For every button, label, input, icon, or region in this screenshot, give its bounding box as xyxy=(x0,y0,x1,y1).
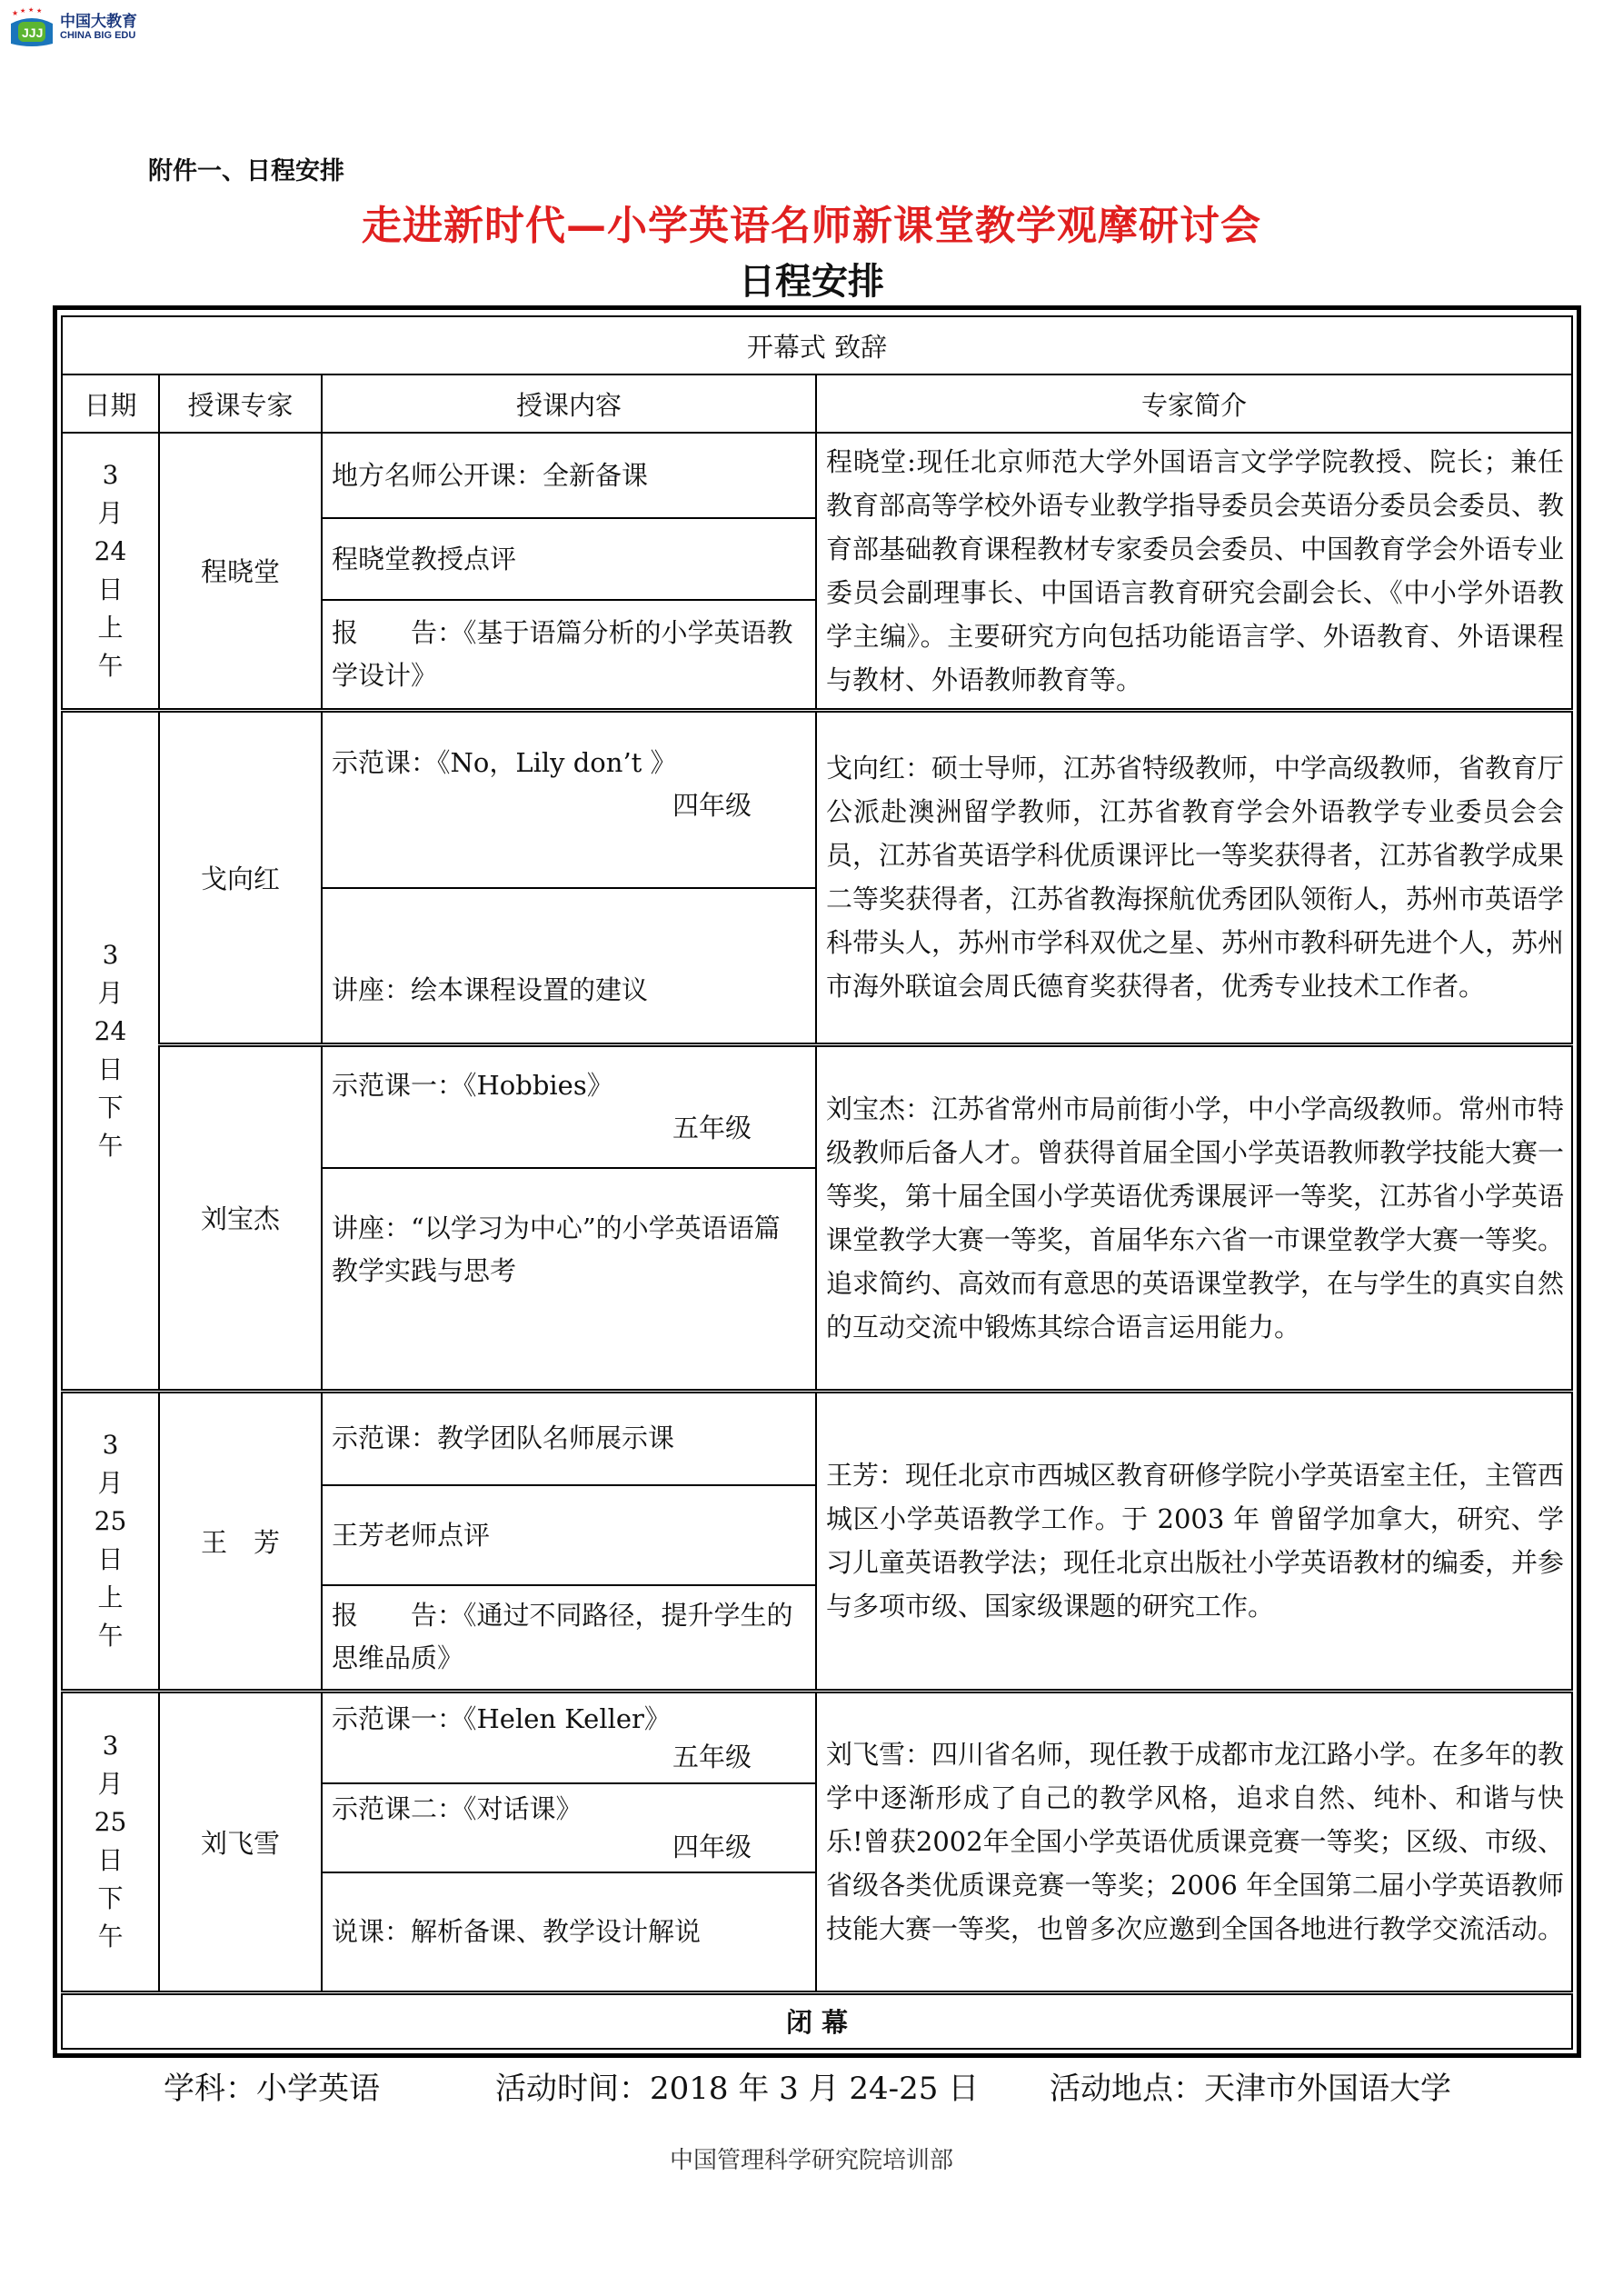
footer-place: 活动地点：天津市外国语大学 xyxy=(1050,2071,1451,2107)
content-item: 讲座：“以学习为中心”的小学英语语篇教学实践与思考 xyxy=(322,1168,816,1391)
svg-text:★: ★ xyxy=(28,7,35,14)
col-header-expert: 授课专家 xyxy=(159,374,322,433)
schedule-table xyxy=(61,315,1573,2050)
footer-time: 活动时间：2018 年 3 月 24-25 日 xyxy=(495,2071,980,2107)
opening-row xyxy=(62,316,1572,374)
expert-name: 刘飞雪 xyxy=(159,1691,322,1992)
expert-name: 刘宝杰 xyxy=(159,1044,322,1391)
logo-en-text: CHINA BIG EDU xyxy=(60,30,136,42)
attachment-label: 附件一、日程安排 xyxy=(148,157,344,185)
expert-intro: 程晓堂:现任北京师范大学外国语言文学学院教授、院长；兼任教育部高等学校外语专业教学指导委员会英语分委员会委员、教育部基础教育课程教材专家委员会委员、中国教育学会外语专业委员会副理事长、中国语言教育研究会副会长、《中小学外语教学主编》。主要研究方向包括功能语言学、外语教育、外语课程与教材、外语教师教育等。 xyxy=(816,433,1572,710)
svg-text:★: ★ xyxy=(12,9,19,17)
content-item: 示范课：《No，Lily don’t 》 四年级 xyxy=(322,710,816,888)
content-item: 示范课一：《Helen Keller》 五年级 xyxy=(322,1691,816,1783)
date-cell: 3 月 24 日 上 午 xyxy=(62,433,159,710)
date-cell: 3 月 24 日 下 午 xyxy=(62,710,159,1391)
content-item: 示范课：教学团队名师展示课 xyxy=(322,1391,816,1485)
expert-intro: 王芳：现任北京市西城区教育研修学院小学英语室主任，主管西城区小学英语教学工作。于 2003 年 曾留学加拿大，研究、学习儿童英语教学法；现任北京出版社小学英语教材的编委，并参与多项市级、国家级课题的研究工作。 xyxy=(816,1391,1572,1691)
content-item: 示范课二：《对话课》 四年级 xyxy=(322,1783,816,1872)
logo-icon xyxy=(9,7,55,47)
logo-cn-text: 中国大教育 xyxy=(60,12,137,31)
table-row xyxy=(62,1044,1572,1168)
content-item: 讲座：绘本课程设置的建议 xyxy=(322,888,816,1044)
content-item: 说课：解析备课、教学设计解说 xyxy=(322,1872,816,1992)
svg-text:★: ★ xyxy=(36,7,43,15)
grade-label: 五年级 xyxy=(672,1741,752,1772)
col-header-intro: 专家简介 xyxy=(816,374,1572,433)
date-cell: 3 月 25 日 下 午 xyxy=(62,1691,159,1992)
footer-subject: 学科：小学英语 xyxy=(164,2071,380,2107)
expert-intro: 刘飞雪：四川省名师，现任教于成都市龙江路小学。在多年的教学中逐渐形成了自己的教学风格，追求自然、纯朴、和谐与快乐!曾获2002年全国小学英语优质课竞赛一等奖；区级、市级、省级各类优质课竞赛一等奖；2006 年全国第二届小学英语教师技能大赛一等奖，也曾多次应邀到全国各地进行教学交流活动。 xyxy=(816,1691,1572,1992)
content-item: 报 告：《通过不同路径，提升学生的思维品质》 xyxy=(322,1585,816,1691)
expert-intro: 刘宝杰：江苏省常州市局前街小学，中小学高级教师。常州市特级教师后备人才。曾获得首届全国小学英语教师教学技能大赛一等奖，第十届全国小学英语优秀课展评一等奖，江苏省小学英语课堂教学大赛一等奖，首届华东六省一市课堂教学大赛一等奖。追求简约、高效而有意思的英语课堂教学，在与学生的真实自然的互动交流中锻炼其综合语言运用能力。 xyxy=(816,1044,1572,1391)
brand-logo xyxy=(9,7,137,47)
footer-credit: 中国管理科学研究院培训部 xyxy=(669,2147,953,2174)
expert-name: 王 芳 xyxy=(159,1391,322,1691)
col-header-content: 授课内容 xyxy=(322,374,816,433)
table-row xyxy=(62,433,1572,518)
page-title: 走进新时代—小学英语名师新课堂教学观摩研讨会 xyxy=(362,203,1261,249)
col-header-date: 日期 xyxy=(62,374,159,433)
expert-name: 程晓堂 xyxy=(159,433,322,710)
grade-label: 四年级 xyxy=(672,1832,752,1862)
content-item: 地方名师公开课：全新备课 xyxy=(322,433,816,518)
expert-name: 戈向红 xyxy=(159,710,322,1044)
grade-label: 四年级 xyxy=(672,789,752,821)
content-item: 王芳老师点评 xyxy=(322,1485,816,1585)
table-row xyxy=(62,710,1572,888)
page-subtitle: 日程安排 xyxy=(739,261,884,303)
svg-text:JJJ: JJJ xyxy=(22,25,44,40)
content-item: 示范课一：《Hobbies》 五年级 xyxy=(322,1044,816,1168)
expert-intro: 戈向红：硕士导师，江苏省特级教师，中学高级教师，省教育厅公派赴澳洲留学教师，江苏省教育学会外语教学专业委员会会员，江苏省英语学科优质课评比一等奖获得者，江苏省教学成果二等奖获得者，江苏省教海探航优秀团队领衔人，苏州市英语学科带头人，苏州市学科双优之星、苏州市教科研先进个人，苏州市海外联谊会周氏德育奖获得者，优秀专业技术工作者。 xyxy=(816,710,1572,1044)
table-row xyxy=(62,1691,1572,1783)
opening-ceremony: 开幕式 致辞 xyxy=(62,316,1572,374)
content-item: 报 告：《基于语篇分析的小学英语教学设计》 xyxy=(322,600,816,710)
content-item: 程晓堂教授点评 xyxy=(322,518,816,600)
svg-text:★: ★ xyxy=(20,7,26,15)
table-row xyxy=(62,1391,1572,1485)
closing-row xyxy=(62,1992,1572,2049)
closing-ceremony: 闭 幕 xyxy=(62,1992,1572,2049)
grade-label: 五年级 xyxy=(672,1112,752,1143)
date-cell: 3 月 25 日 上 午 xyxy=(62,1391,159,1691)
header-row xyxy=(62,374,1572,433)
